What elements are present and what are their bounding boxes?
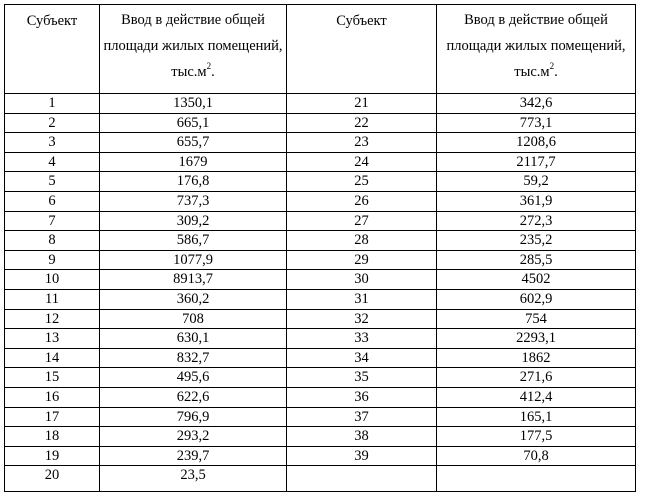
- table-row: [5, 191, 636, 211]
- header-intro-text: Ввод в действие общей площади жилых помещений, тыс.м: [446, 12, 626, 80]
- cell-right-value: 602,9: [437, 289, 636, 309]
- table-row: [5, 250, 636, 270]
- cell-right-value: [437, 466, 636, 492]
- header-intro-left: [100, 5, 287, 94]
- table-row: [5, 329, 636, 349]
- cell-left-subject: 17: [5, 407, 100, 427]
- cell-left-value: 737,3: [100, 191, 287, 211]
- table-row: [5, 427, 636, 447]
- header-subject-left: Субъект: [5, 5, 100, 94]
- cell-right-value: 59,2: [437, 172, 636, 192]
- cell-left-value: 665,1: [100, 113, 287, 133]
- cell-left-value: 622,6: [100, 387, 287, 407]
- cell-right-subject: 24: [287, 152, 437, 172]
- cell-right-value: 70,8: [437, 446, 636, 466]
- cell-right-value: 177,5: [437, 427, 636, 447]
- cell-left-value: 8913,7: [100, 270, 287, 290]
- cell-right-value: 165,1: [437, 407, 636, 427]
- cell-left-value: 708: [100, 309, 287, 329]
- cell-right-value: 1862: [437, 348, 636, 368]
- cell-left-subject: 15: [5, 368, 100, 388]
- cell-right-value: 412,4: [437, 387, 636, 407]
- cell-right-subject: 36: [287, 387, 437, 407]
- cell-right-subject: 37: [287, 407, 437, 427]
- cell-left-subject: 13: [5, 329, 100, 349]
- cell-right-subject: 22: [287, 113, 437, 133]
- table-row: [5, 407, 636, 427]
- cell-left-subject: 11: [5, 289, 100, 309]
- cell-right-value: 2117,7: [437, 152, 636, 172]
- header-intro-suffix: .: [211, 64, 215, 80]
- table-row: [5, 231, 636, 251]
- cell-left-subject: 7: [5, 211, 100, 231]
- table-row: [5, 172, 636, 192]
- cell-right-value: 285,5: [437, 250, 636, 270]
- cell-right-subject: 39: [287, 446, 437, 466]
- cell-right-subject: 38: [287, 427, 437, 447]
- cell-left-value: 176,8: [100, 172, 287, 192]
- cell-left-value: 23,5: [100, 466, 287, 492]
- table-row: [5, 368, 636, 388]
- cell-left-value: 1679: [100, 152, 287, 172]
- cell-left-value: 495,6: [100, 368, 287, 388]
- cell-right-value: 4502: [437, 270, 636, 290]
- cell-left-value: 796,9: [100, 407, 287, 427]
- cell-right-subject: [287, 466, 437, 492]
- cell-left-subject: 10: [5, 270, 100, 290]
- cell-left-value: 309,2: [100, 211, 287, 231]
- cell-right-value: 773,1: [437, 113, 636, 133]
- cell-left-value: 586,7: [100, 231, 287, 251]
- table-header-row: [5, 5, 636, 94]
- cell-left-subject: 5: [5, 172, 100, 192]
- cell-left-value: 1077,9: [100, 250, 287, 270]
- table-row: [5, 113, 636, 133]
- cell-right-subject: 28: [287, 231, 437, 251]
- cell-right-subject: 31: [287, 289, 437, 309]
- cell-left-subject: 3: [5, 133, 100, 153]
- table-row: [5, 348, 636, 368]
- cell-right-value: 342,6: [437, 94, 636, 114]
- cell-right-value: 1208,6: [437, 133, 636, 153]
- cell-left-subject: 6: [5, 191, 100, 211]
- header-intro-text: Ввод в действие общей площади жилых помещений, тыс.м: [103, 12, 283, 80]
- cell-right-subject: 32: [287, 309, 437, 329]
- cell-left-value: 239,7: [100, 446, 287, 466]
- cell-left-subject: 14: [5, 348, 100, 368]
- cell-left-subject: 8: [5, 231, 100, 251]
- cell-right-subject: 27: [287, 211, 437, 231]
- table-row: [5, 466, 636, 492]
- cell-right-value: 361,9: [437, 191, 636, 211]
- cell-right-subject: 33: [287, 329, 437, 349]
- cell-left-subject: 16: [5, 387, 100, 407]
- cell-left-subject: 1: [5, 94, 100, 114]
- cell-left-value: 832,7: [100, 348, 287, 368]
- cell-left-subject: 2: [5, 113, 100, 133]
- cell-right-subject: 23: [287, 133, 437, 153]
- header-intro-superscript: 2: [549, 61, 555, 72]
- cell-right-value: 235,2: [437, 231, 636, 251]
- table-row: [5, 270, 636, 290]
- cell-right-value: 2293,1: [437, 329, 636, 349]
- cell-right-subject: 34: [287, 348, 437, 368]
- cell-left-subject: 18: [5, 427, 100, 447]
- table-row: [5, 152, 636, 172]
- header-intro-right: [437, 5, 636, 94]
- cell-right-value: 754: [437, 309, 636, 329]
- cell-left-value: 655,7: [100, 133, 287, 153]
- table-row: [5, 289, 636, 309]
- cell-left-subject: 19: [5, 446, 100, 466]
- cell-left-subject: 9: [5, 250, 100, 270]
- header-intro-suffix: .: [554, 64, 558, 80]
- cell-right-subject: 21: [287, 94, 437, 114]
- table-row: [5, 211, 636, 231]
- cell-right-subject: 35: [287, 368, 437, 388]
- cell-left-value: 293,2: [100, 427, 287, 447]
- cell-left-value: 360,2: [100, 289, 287, 309]
- cell-left-subject: 20: [5, 466, 100, 492]
- cell-right-subject: 29: [287, 250, 437, 270]
- table-row: [5, 387, 636, 407]
- table-row: [5, 94, 636, 114]
- header-subject-right: Субъект: [287, 5, 437, 94]
- table-body: [5, 94, 636, 492]
- table-row: [5, 309, 636, 329]
- cell-right-value: 272,3: [437, 211, 636, 231]
- cell-left-value: 630,1: [100, 329, 287, 349]
- cell-right-subject: 30: [287, 270, 437, 290]
- header-intro-superscript: 2: [206, 61, 212, 72]
- cell-left-subject: 4: [5, 152, 100, 172]
- cell-right-subject: 26: [287, 191, 437, 211]
- cell-left-value: 1350,1: [100, 94, 287, 114]
- cell-right-subject: 25: [287, 172, 437, 192]
- housing-area-table: [4, 4, 636, 492]
- cell-right-value: 271,6: [437, 368, 636, 388]
- cell-left-subject: 12: [5, 309, 100, 329]
- table-row: [5, 133, 636, 153]
- table-row: [5, 446, 636, 466]
